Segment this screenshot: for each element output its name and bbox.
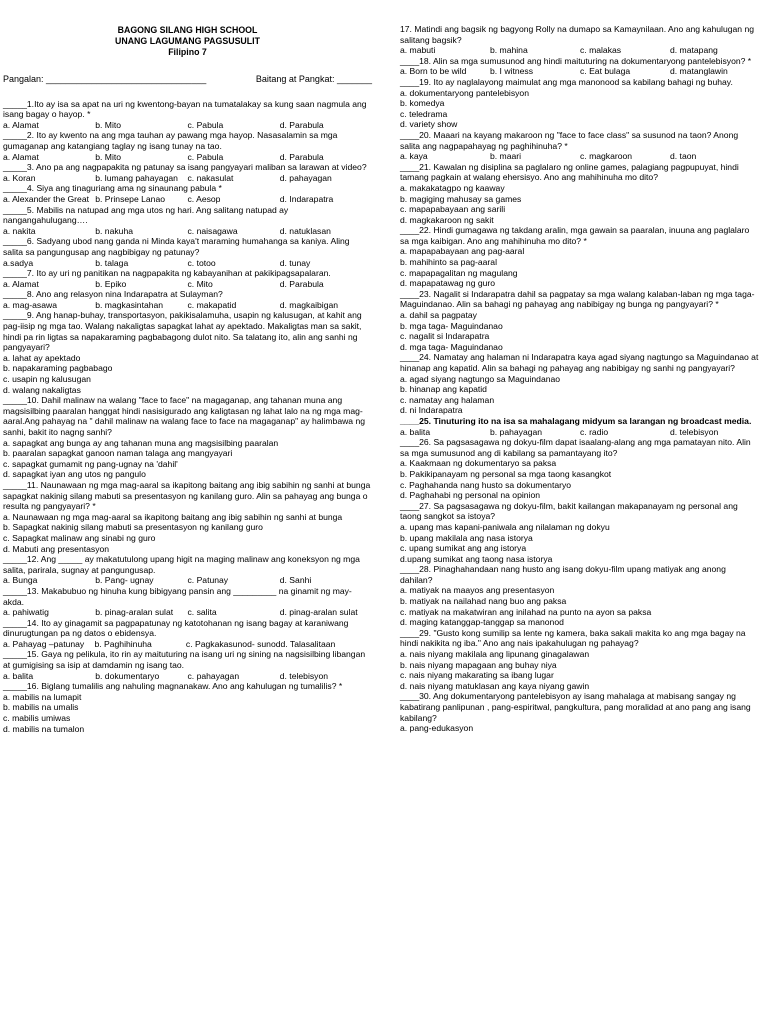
- answer-option: a. pang-edukasyon: [400, 723, 474, 734]
- answer-option: c. Eat bulaga: [580, 66, 631, 77]
- answer-option: c. teledrama: [400, 108, 448, 119]
- answer-option: b. mabilis na umalis: [3, 702, 79, 713]
- question-stem: _____16. Biglang tumalilis ang nahuling magnanakaw. Ano ang kahulugan ng tumalilis? *: [3, 681, 343, 692]
- answer-option: a. Alamat: [3, 151, 39, 162]
- answer-option: b. nais niyang mapagaan ang buhay niya: [400, 659, 557, 670]
- answer-options: [3, 120, 372, 131]
- answer-option: c. nagalit si Indarapatra: [400, 331, 490, 342]
- answer-option: c. Sapagkat malinaw ang sinabi ng guro: [3, 532, 156, 543]
- answer-options: [3, 692, 372, 734]
- answer-option: b. Pakikipanayam ng personal sa mga taong kasangkot: [400, 468, 612, 479]
- question-stem: _____8. Ano ang relasyon nina Indarapatra at Sulayman?: [3, 289, 223, 300]
- answer-option: d. Indarapatra: [279, 193, 334, 204]
- question-stem: _____7. Ito ay uri ng panitikan na nagpapakita ng kabayanihan at pakikipagsapalaran.: [3, 268, 331, 279]
- answer-option: d. mabilis na tumalon: [3, 723, 85, 734]
- answer-options: [3, 226, 372, 237]
- answer-option: b. magiging mahusay sa games: [400, 193, 522, 204]
- question-stem: ____28. Pinaghahandaan nang husto ang isang dokyu-film upang matiyak ang anong dahilan?: [400, 564, 726, 585]
- answer-options: [400, 246, 760, 288]
- question-stem: ____29. "Gusto kong sumilip sa lente ng kamera, baka sakali makita ko ang mga bagay na hindi nakikita ng iba." Ano ang nais ipakahulugan ng pahayag?: [400, 627, 746, 649]
- question-item: [400, 56, 760, 77]
- answer-option: b. pahayagan: [490, 426, 543, 437]
- question-item: [400, 501, 760, 565]
- question-item: [3, 268, 372, 289]
- question-stem: _____9. Ang hanap-buhay, transportasyon, pakikisalamuha, usapin ng kalusugan, at kahit ang pag-iisip ng mga tao. Walang nakaligtas sapagkat lahat ay apektado. Makaligtas man sa sakit, hindi pa rin ligtas sa napakaraming pagbabagong dulot nito. Sa talatang ito, alin ang sanhi ng pangyayari?: [3, 310, 362, 353]
- answer-option: c. totoo: [187, 257, 216, 268]
- answer-option: a. Bunga: [3, 575, 38, 586]
- answer-option: b. I witness: [490, 66, 533, 77]
- answer-options: [400, 151, 760, 162]
- answer-option: a. upang mas kapani-paniwala ang nilalaman ng dokyu: [400, 521, 610, 532]
- answer-option: a. lahat ay apektado: [3, 352, 81, 363]
- answer-option: a. mabuti: [400, 45, 436, 56]
- answer-option: b. Sapagkat nakinig silang mabuti sa presentasyon ng kanilang guro: [3, 522, 263, 533]
- answer-options: [400, 88, 760, 130]
- question-stem: ____24. Namatay ang halaman ni Indarapatra kaya agad siyang nagtungo sa Maguindanao at hinanap ang kapatid. Alin sa bahagi ng pahayag ang nabibigay ng sanhi ng pangyayari?: [400, 352, 759, 373]
- answer-options: [400, 374, 760, 416]
- answer-option: d. maging katanggap-tanggap sa manonod: [400, 617, 564, 628]
- answer-option: d. ni Indarapatra: [400, 405, 463, 416]
- answer-option: c. mabilis umiwas: [3, 713, 71, 724]
- answer-option: b. napakaraming pagbabago: [3, 363, 113, 374]
- answer-option: a.sadya: [3, 257, 34, 268]
- answer-option: b. dokumentaryo: [95, 670, 160, 681]
- answer-option: b. Paghihinuha: [94, 638, 152, 649]
- question-stem: _____5. Mabilis na natupad ang mga utos ng hari. Ang salitang natupad ay nangangahulugang….: [3, 204, 289, 226]
- question-stem: ____21. Kawalan ng disiplina sa paglalaro ng online games, palagiang pagpupuyat, hindi tamang pagkain at walang ehersisyo. Ano ang mahihinuha mo dito?: [400, 161, 739, 183]
- answer-option: a. matiyak na maayos ang presentasyon: [400, 585, 555, 596]
- answer-option: d. telebisyon: [670, 426, 719, 437]
- answer-option: d. magkaibigan: [279, 299, 339, 310]
- question-item: [3, 162, 372, 183]
- answer-options: [400, 458, 760, 500]
- answer-option: a. dahil sa pagpatay: [400, 310, 477, 321]
- question-item: [400, 289, 760, 353]
- answer-option: d. matanglawin: [670, 66, 728, 77]
- answer-option: d. telebisyon: [279, 670, 329, 681]
- answer-option: a. Koran: [3, 172, 36, 183]
- answer-option: c. Pabula: [187, 119, 224, 130]
- question-stem: ____19. Ito ay naglalayong maimulat ang mga manonood sa kabilang bahagi ng buhay.: [400, 76, 733, 87]
- answer-options: [400, 66, 760, 77]
- question-item: [3, 649, 372, 681]
- question-stem: _____11. Naunawaan ng mga mag-aaral sa ikapitong baitang ang ibig sabihin ng sanhi at bunga sapagkat nakinig silang mabuti sa presentasyon ng kanilang guro. Alin sa pahayag ang bunga o resulta ng pangyayari? *: [3, 479, 371, 512]
- answer-option: a. Alexander the Great: [3, 193, 89, 204]
- question-item: [400, 352, 760, 416]
- question-stem: ____30. Ang dokumentaryong pantelebisyon ay isang mahalaga at mabisang sangay ng kabatirang panlipunan , pang-espiritwal, pangkultura, pang moralidad at ano pang ang isang kabilang?: [400, 691, 751, 723]
- answer-option: d. natuklasan: [279, 225, 331, 236]
- question-item: [3, 681, 372, 734]
- answer-options: [3, 300, 372, 311]
- answer-option: b. pinag-aralan sulat: [95, 607, 174, 618]
- answer-options: [3, 152, 372, 163]
- answer-option: a. mabilis na lumapit: [3, 691, 82, 702]
- answer-option: d. sapagkat iyan ang utos ng pangulo: [3, 469, 146, 480]
- answer-option: c. nakasulat: [187, 172, 234, 183]
- answer-option: c. usapin ng kalusugan: [3, 374, 91, 385]
- question-item: [400, 437, 760, 501]
- answer-option: b. Mito: [95, 151, 122, 162]
- answer-options: [3, 279, 372, 290]
- question-item: [400, 77, 760, 130]
- exam-title: UNANG LAGUMANG PAGSUSULIT: [115, 36, 260, 46]
- answer-option: a. balita: [3, 670, 34, 681]
- answer-option: c. malakas: [580, 45, 622, 56]
- right-column: [400, 24, 760, 734]
- answer-option: b. lumang pahayagan: [95, 172, 178, 183]
- question-stem: _____10. Dahil malinaw na walang "face to face" na magaganap, ang tahanan muna ang magsisilbing paaralan hanggat hindi nasisigurado ang kaligtasan ng lahat lalo na ng mga mag-aaral.Ang pahayag na " dahil malinaw na walang face to face na magaganap" ay halimbawa ng sanhi, bakit ito nagng sanhi?: [3, 395, 366, 437]
- answer-option: c. mapapabayaan ang sarili: [400, 204, 506, 215]
- answer-option: d. Parabula: [279, 119, 324, 130]
- answer-option: d. pahayagan: [279, 172, 332, 183]
- answer-option: a. nakita: [3, 225, 36, 236]
- answer-option: a. makakatagpo ng kaaway: [400, 182, 505, 193]
- answer-option: c. naisagawa: [187, 225, 238, 236]
- answer-option: a. Naunawaan ng mga mag-aaral sa ikapitong baitang ang ibig sabihin ng sanhi at bunga: [3, 511, 343, 522]
- question-stem: ____18. Alin sa mga sumusunod ang hindi maituturing na dokumentaryong pantelebisyon? *: [400, 55, 752, 66]
- school-name: BAGONG SILANG HIGH SCHOOL: [117, 25, 258, 35]
- question-item: [3, 310, 372, 395]
- answer-option: d. Parabula: [279, 278, 324, 289]
- question-item: [3, 586, 372, 618]
- answer-options: [400, 723, 760, 734]
- answer-option: d. pinag-aralan sulat: [279, 607, 358, 618]
- question-stem: ____22. Hindi gumagawa ng takdang aralin, mga gawain sa paaralan, inuuna ang paglalaro sa mga kaibigan. Ano ang mahihinuha mo dito? *: [400, 225, 750, 246]
- answer-options: [400, 45, 760, 56]
- question-item: [3, 618, 372, 650]
- question-stem: _____13. Makabubuo ng hinuha kung bibigyang pansin ang _________ na ginamit ng may-akda.: [3, 585, 352, 607]
- question-stem: _____15. Gaya ng pelikula, ito rin ay maituturing na isang uri ng sining na nagsisilbing libangan at gumigising sa isip at damdamin ng isang tao.: [3, 649, 366, 671]
- answer-option: d. variety show: [400, 119, 458, 130]
- question-item: [400, 24, 760, 56]
- subject-title: Filipino 7: [168, 47, 207, 57]
- answer-options: [400, 427, 760, 438]
- question-item: [3, 130, 372, 162]
- question-item: [400, 691, 760, 733]
- answer-option: b. nakuha: [95, 225, 133, 236]
- answer-option: a. Alamat: [3, 119, 39, 130]
- answer-option: d. taon: [670, 151, 697, 162]
- answer-option: d. matapang: [670, 45, 718, 56]
- answer-options: [3, 353, 372, 395]
- answer-options: [3, 671, 372, 682]
- answer-option: c. upang sumikat ang ang istorya: [400, 543, 527, 554]
- answer-option: c. magkaroon: [580, 151, 633, 162]
- answer-option: d. Paghahabi ng personal na opinion: [400, 490, 541, 501]
- answer-options: [3, 438, 372, 480]
- question-item: [3, 289, 372, 310]
- answer-option: d. mga taga- Maguindanao: [400, 341, 503, 352]
- question-stem: _____3. Ano pa ang nagpapakita ng patunay sa isang pangyayari maliban sa larawan at video?: [3, 162, 367, 173]
- answer-option: b. talaga: [95, 257, 129, 268]
- answer-option: d.upang sumikat ang taong nasa istorya: [400, 553, 553, 564]
- answer-option: b. matiyak na nailahad nang buo ang paksa: [400, 596, 567, 607]
- answer-option: b. paaralan sapagkat ganoon naman talaga ang mangyayari: [3, 448, 233, 459]
- answer-option: c. radio: [580, 426, 609, 437]
- answer-option: d. magkakaroon ng sakit: [400, 214, 494, 225]
- left-question-list: [3, 99, 372, 735]
- answer-option: a. agad siyang nagtungo sa Maguindanao: [400, 373, 561, 384]
- answer-option: c. Pabula: [187, 151, 224, 162]
- question-stem: ____23. Nagalit si Indarapatra dahil sa pagpatay sa mga walang kalaban-laban ng mga taga-Maguindanao. Alin sa bahagi ng pahayag ang nabibigay ng bunga ng pangyayari? *: [400, 288, 755, 310]
- answer-option: b. maari: [490, 151, 522, 162]
- answer-option: c. sapagkat gumamit ng pang-ugnay na 'dahil': [3, 458, 178, 469]
- answer-option: d. Parabula: [279, 151, 324, 162]
- answer-options: [3, 512, 372, 554]
- question-item: [400, 225, 760, 289]
- answer-option: b. komedya: [400, 98, 445, 109]
- question-stem: _____12. Ang _____ ay makatutulong upang higit na maging malinaw ang koneksyon ng mga salita, parirala, sugnay at pangungusap.: [3, 554, 360, 575]
- answer-option: b. Prinsepe Lanao: [95, 193, 166, 204]
- answer-option: a. Alamat: [3, 278, 39, 289]
- question-stem: ____20. Maaari na kayang makaroon ng "face to face class" sa susunod na taon? Anong salita ang nagpapahayag ng paghihinuha? *: [400, 129, 739, 151]
- answer-option: d. Mabuti ang presentasyon: [3, 543, 110, 554]
- answer-option: b. hinanap ang kapatid: [400, 384, 487, 395]
- answer-option: c. Pagkakasunod- sunod: [185, 638, 281, 649]
- question-stem: _____6. Sadyang ubod nang ganda ni Minda kaya't maraming humahanga sa kaniya. Aling salita sa pangungusap ang nagbibigay ng patunay?: [3, 236, 350, 257]
- answer-option: a. mapapabayaan ang pag-aaral: [400, 246, 525, 257]
- answer-option: b. Pang- ugnay: [95, 575, 154, 586]
- question-item: [3, 554, 372, 586]
- answer-option: d. tunay: [279, 257, 311, 268]
- exam-header: [3, 25, 372, 58]
- answer-option: c. namatay ang halaman: [400, 394, 495, 405]
- left-column: [3, 0, 372, 734]
- question-stem: _____2. Ito ay kwento na ang mga tauhan ay pawang mga hayop. Nasasalamin sa mga gumaganap ang katangiang taglay ng isang tunay na tao.: [3, 130, 338, 151]
- answer-option: c. makapatid: [187, 299, 237, 310]
- answer-option: d. mapapatawag ng guro: [400, 278, 496, 289]
- answer-option: d. nais niyang matuklasan ang kaya niyang gawin: [400, 680, 590, 691]
- answer-options: [400, 585, 760, 627]
- answer-option: d. Sanhi: [279, 575, 312, 586]
- question-stem: 17. Matindi ang bagsik ng bagyong Rolly na dumapo sa Kamaynilaan. Ano ang kahulugan ng salitang bagsik?: [400, 24, 755, 45]
- answer-options: [3, 639, 372, 650]
- answer-option: c. salita: [187, 607, 217, 618]
- question-stem: ____26. Sa pagsasagawa ng dokyu-film dapat isaalang-alang ang mga pamatayan nito. Alin sa mga sumusunod ang di kabilang sa pamantayang ito?: [400, 437, 751, 458]
- answer-options: [3, 575, 372, 586]
- question-stem: ____25. Tinuturing ito na isa sa mahalagang midyum sa larangan ng broadcast media.: [400, 415, 752, 426]
- answer-option: c. Aesop: [187, 193, 221, 204]
- answer-option: c. mapapagalitan ng magulang: [400, 267, 518, 278]
- name-field-label: Pangalan: ________________________________: [3, 74, 207, 84]
- question-item: [3, 395, 372, 480]
- question-item: [400, 628, 760, 692]
- grade-field-label: Baitang at Pangkat: _______: [255, 74, 372, 84]
- answer-options: [400, 310, 760, 352]
- right-question-list: [400, 24, 760, 734]
- answer-option: d. Talasalitaan: [280, 638, 336, 649]
- question-stem: ____27. Sa pagsasagawa ng dokyu-film, bakit kailangan makapanayam ng personal ang taong sangkot sa istoya?: [400, 500, 738, 522]
- answer-option: b. Mito: [95, 119, 122, 130]
- answer-option: b. upang makilala ang nasa istorya: [400, 532, 533, 543]
- question-item: [400, 564, 760, 628]
- answer-options: [3, 607, 372, 618]
- answer-options: [3, 258, 372, 269]
- answer-option: b. mahina: [490, 45, 528, 56]
- answer-option: a. dokumentaryong pantelebisyon: [400, 87, 529, 98]
- answer-option: a. balita: [400, 426, 431, 437]
- question-item: [400, 416, 760, 437]
- question-item: [3, 205, 372, 237]
- answer-option: a. kaya: [400, 151, 428, 162]
- student-info: [3, 74, 372, 85]
- question-item: [3, 236, 372, 268]
- answer-option: a. nais niyang makilala ang lipunang ginagalawan: [400, 649, 590, 660]
- answer-option: c. nais niyang makarating sa ibang lugar: [400, 670, 554, 681]
- question-item: [400, 162, 760, 226]
- question-item: [3, 183, 372, 204]
- answer-option: c. matiyak na makatwiran ang inilahad na punto na ayon sa paksa: [400, 606, 652, 617]
- answer-option: b. mahihinto sa pag-aaral: [400, 257, 497, 268]
- answer-options: [400, 183, 760, 225]
- answer-option: b. Epiko: [95, 278, 127, 289]
- answer-options: [400, 649, 760, 691]
- answer-option: b. mga taga- Maguindanao: [400, 320, 503, 331]
- answer-option: c. pahayagan: [187, 670, 240, 681]
- answer-option: a. Pahayag –patunay: [3, 638, 85, 649]
- question-item: [3, 99, 372, 131]
- question-item: [3, 480, 372, 554]
- answer-option: a. pahiwatig: [3, 607, 49, 618]
- answer-options: [400, 522, 760, 564]
- answer-options: [3, 173, 372, 184]
- answer-option: a. Kaakmaan ng dokumentaryo sa paksa: [400, 458, 557, 469]
- question-stem: _____4. Siya ang tinaguriang ama ng sinaunang pabula *: [3, 183, 222, 194]
- answer-option: c. Paghahanda nang husto sa dokumentaryo: [400, 479, 572, 490]
- answer-option: c. Patunay: [187, 575, 229, 586]
- question-stem: _____1.Ito ay isa sa apat na uri ng kwentong-bayan na tumatalakay sa kung saan nagmula ang isang bagay o hayop. *: [3, 98, 367, 120]
- answer-option: a. Born to be wild: [400, 66, 467, 77]
- answer-option: c. Mito: [187, 278, 213, 289]
- answer-option: a. sapagkat ang bunga ay ang tahanan muna ang magsisilbing paaralan: [3, 437, 279, 448]
- answer-option: b. magkasintahan: [95, 299, 164, 310]
- question-stem: _____14. Ito ay ginagamit sa pagpapatunay ng katotohanan ng isang bagay at karaniwang dinurugtungan pa ng datos o ebidensya.: [3, 617, 349, 639]
- answer-option: d. walang nakaligtas: [3, 384, 81, 395]
- question-item: [400, 130, 760, 162]
- answer-options: [3, 194, 372, 205]
- answer-option: a. mag-asawa: [3, 299, 57, 310]
